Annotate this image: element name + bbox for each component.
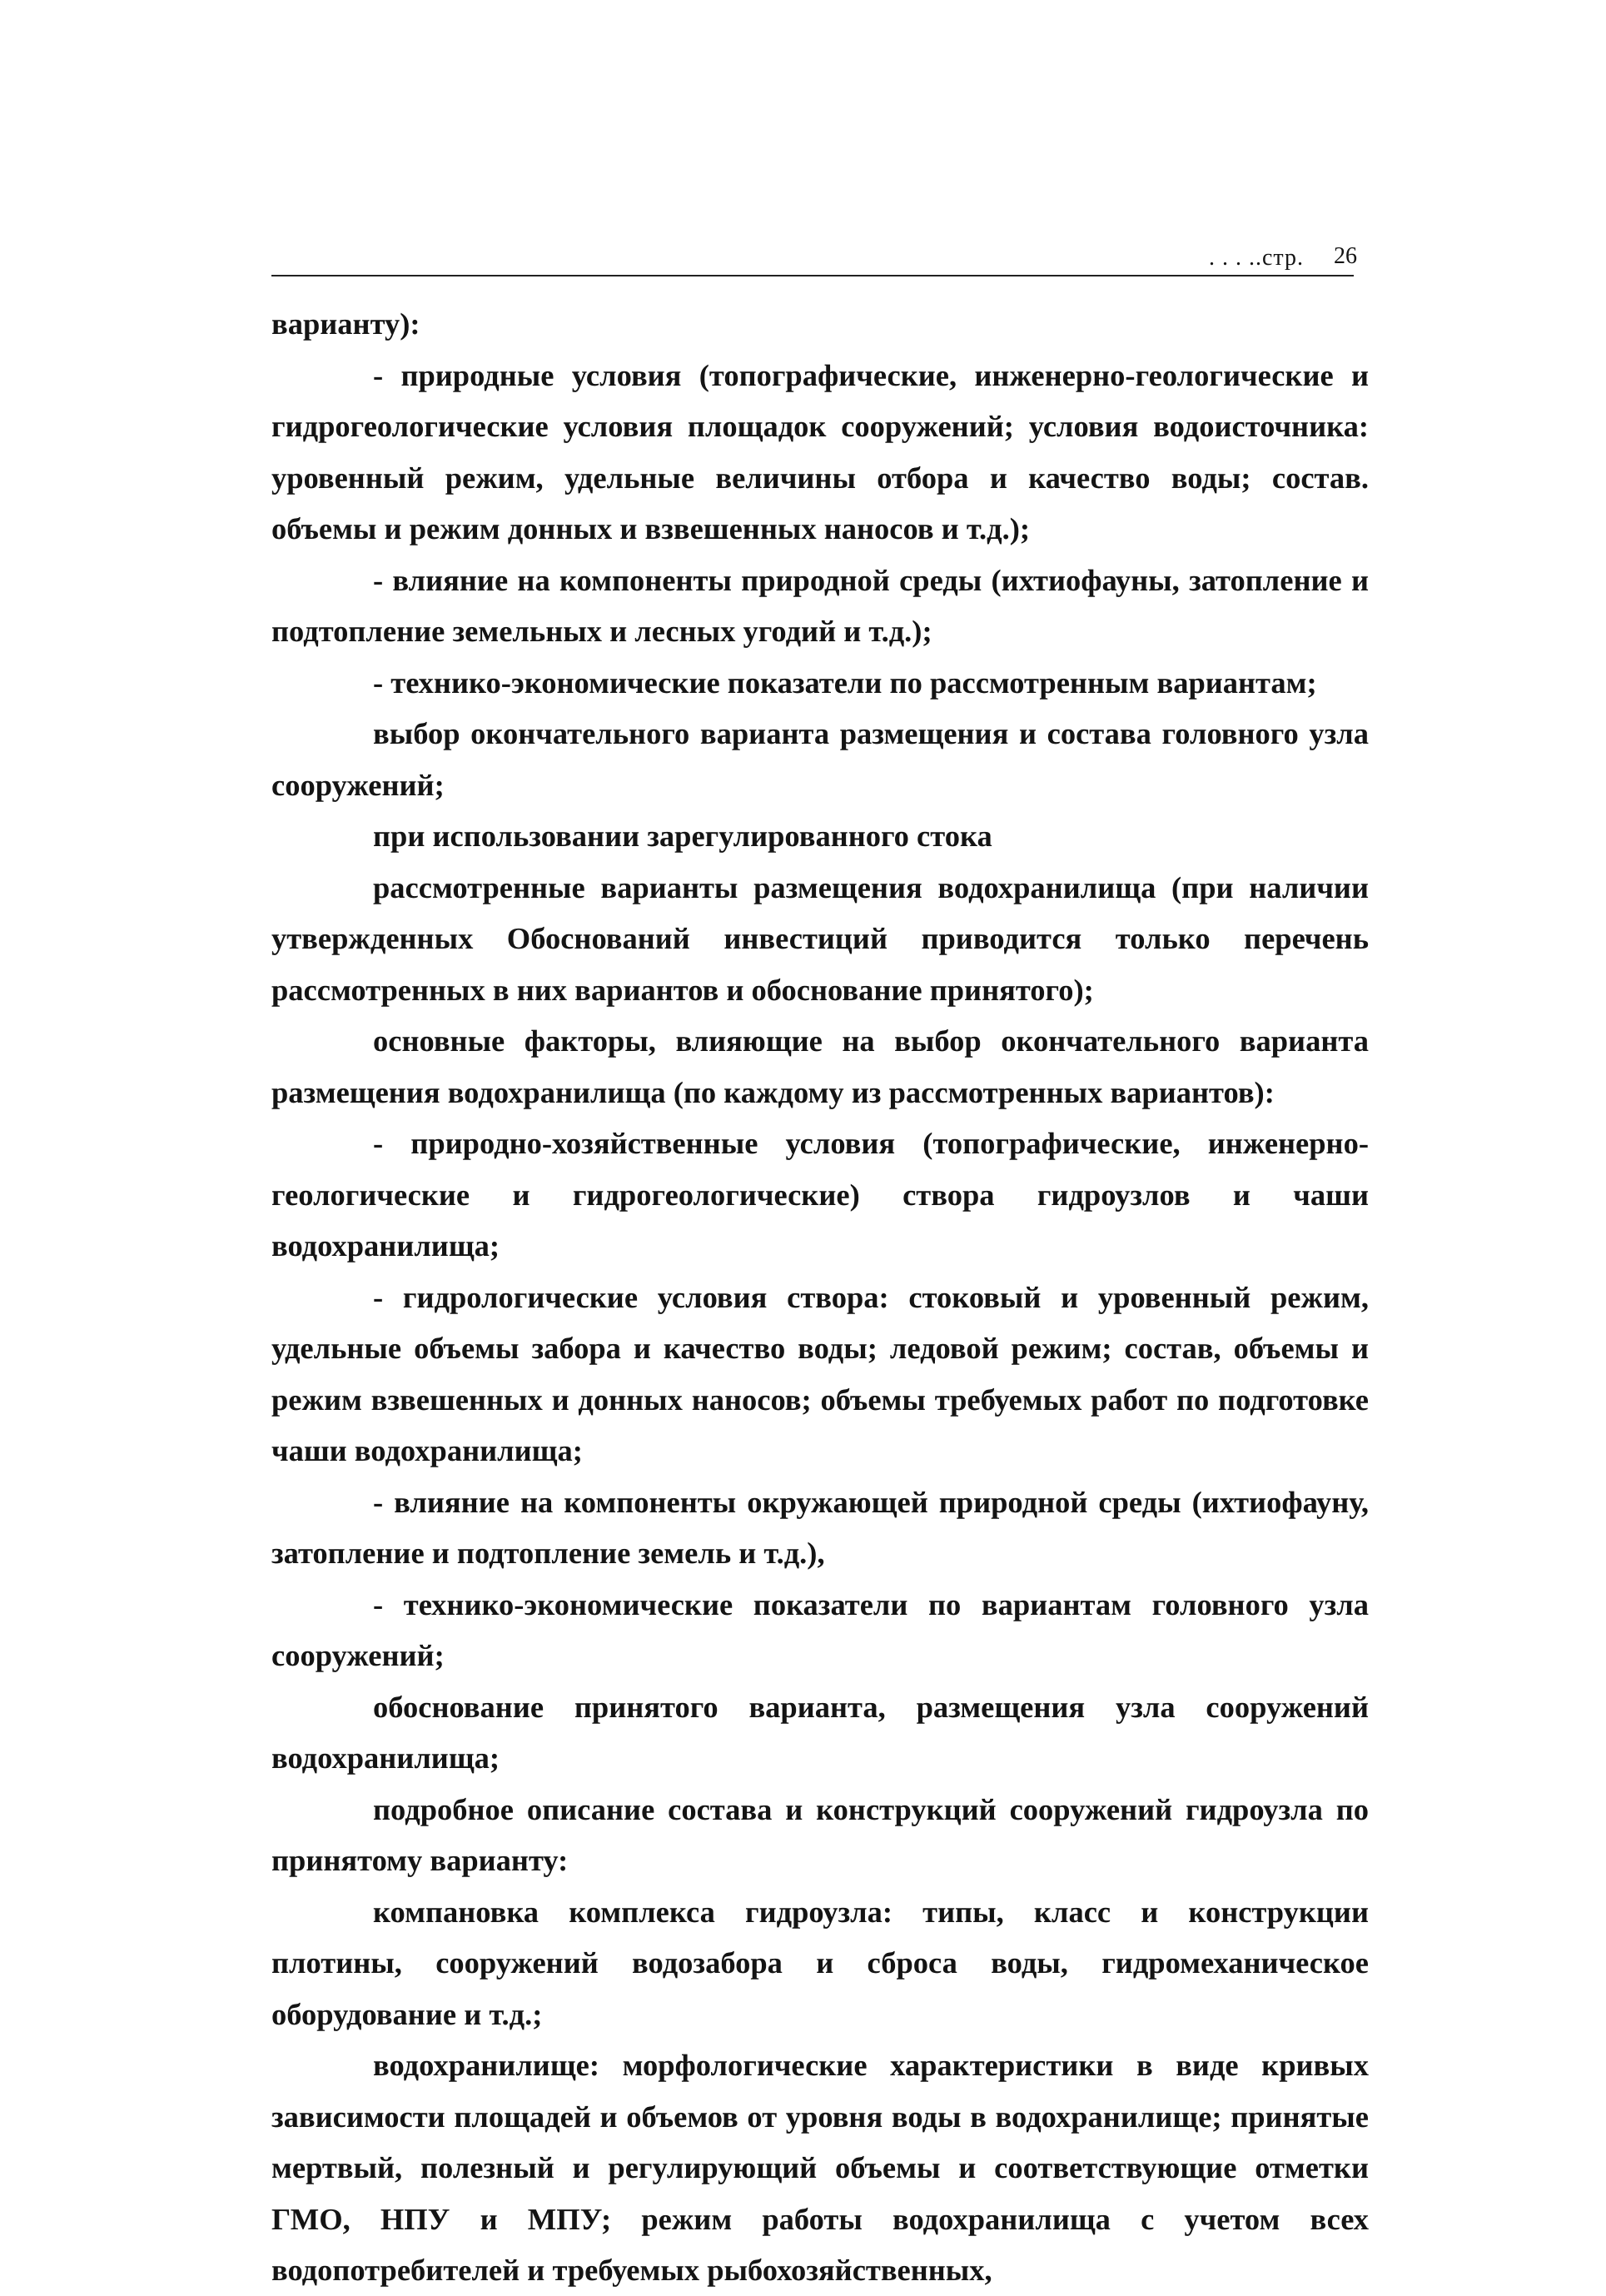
paragraph: рассмотренные варианты размещения водохранилища (при наличии утвержденных Обоснований инвестиций приводится только перечень рассмотренных в них вариантов и обоснование принятого); <box>271 869 1369 1007</box>
page-label: . . . ..стр. <box>1208 245 1304 271</box>
document-body <box>271 298 1369 2296</box>
page-header <box>271 243 1369 280</box>
paragraph: - влияние на компоненты природной среды (ихтиофауны, затопление и подтопление земельных и лесных угодий и т.д.); <box>271 562 1369 648</box>
paragraph: выбор окончательного варианта размещения и состава головного узла сооружений; <box>271 716 1369 802</box>
paragraph: компановка комплекса гидроузла: типы, класс и конструкции плотины, сооружений водозабора и сброса воды, гидромеханическое оборудование и т.д.; <box>271 1894 1369 2031</box>
paragraph: - гидрологические условия створа: стоковый и уровенный режим, удельные объемы забора и качество воды; ледовой режим; состав, объемы и режим взвешенных и донных наносов; объемы требуемых работ по подготовке чаши водохранилища; <box>271 1279 1369 1467</box>
paragraph: варианту): <box>271 306 420 341</box>
paragraph: обоснование принятого варианта, размещения узла сооружений водохранилища; <box>271 1689 1369 1775</box>
header-rule <box>271 275 1354 276</box>
paragraph: - природно-хозяйственные условия (топографические, инженерно-геологические и гидрогеологические) створа гидроузлов и чаши водохранилища; <box>271 1126 1369 1263</box>
paragraph: основные факторы, влияющие на выбор окончательного варианта размещения водохранилища (по каждому из рассмотренных вариантов): <box>271 1023 1369 1109</box>
paragraph: водохранилище: морфологические характеристики в виде кривых зависимости площадей и объемов от уровня воды в водохранилище; принятые мертвый, полезный и регулирующий объемы и соответствующие отметки ГМО, НПУ и МПУ; режим работы водохранилища с учетом всех водопотребителей и требуемых рыбохозяйственных, <box>271 2048 1369 2287</box>
paragraph: подробное описание состава и конструкций сооружений гидроузла по принятому варианту: <box>271 1791 1369 1877</box>
paragraph: - природные условия (топографические, инженерно-геологические и гидрогеологические условия площадок сооружений; условия водоисточника: уровенный режим, удельные величины отбора и качество воды; состав. объемы и режим донных и взвешенных наносов и т.д.); <box>271 357 1369 545</box>
paragraph: при использовании зарегулированного стока <box>373 819 992 853</box>
paragraph: - технико-экономические показатели по вариантам головного узла сооружений; <box>271 1586 1369 1672</box>
page-number: 26 <box>1334 243 1357 269</box>
paragraph: - влияние на компоненты окружающей природной среды (ихтиофауну, затопление и подтопление земель и т.д.), <box>271 1484 1369 1570</box>
paragraph: - технико-экономические показатели по рассмотренным вариантам; <box>373 665 1317 700</box>
